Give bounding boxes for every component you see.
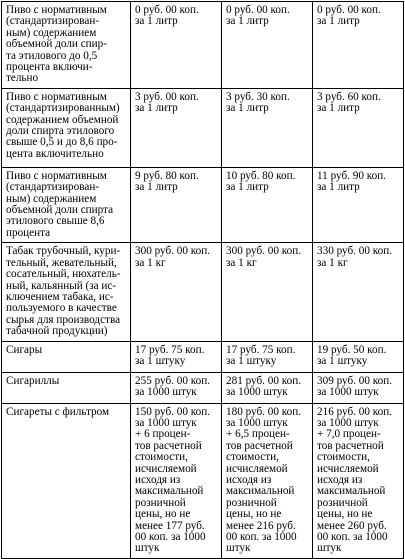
rate-cell: 300 руб. 00 коп. за 1 кг	[131, 243, 222, 341]
rate-cell: 10 руб. 80 коп. за 1 литр	[222, 167, 313, 242]
product-cell: Табак трубочный, кури- тельный, жевательный, сосательный, нюхатель- ный, кальянный (за ис- ключением табака, ис- пользуемого в качестве сырья для производства табачной продукции)	[2, 243, 131, 341]
rate-cell: 0 руб. 00 коп. за 1 литр	[313, 2, 404, 89]
product-cell: Пиво с нормативным (стандартизирован- ным) содержанием объемной доли спир- та этилового до 0,5 процента включи- тельно	[2, 2, 131, 89]
rate-cell: 216 руб. 00 коп. за 1000 штук + 7,0 процен- тов расчетной стоимости, исчисляемой исходя из максимальной розничной цены, но не менее 260 руб. 00 коп. за 1000 штук	[313, 403, 404, 558]
rate-cell: 11 руб. 90 коп. за 1 литр	[313, 167, 404, 242]
table-row	[2, 2, 404, 89]
table-row	[2, 243, 404, 341]
rate-cell: 0 руб. 00 коп. за 1 литр	[222, 2, 313, 89]
rate-cell: 330 руб. 00 коп. за 1 кг	[313, 243, 404, 341]
rate-cell: 180 руб. 00 коп. за 1000 штук + 6,5 процен- тов расчетной стоимости, исчисляемой исходя из максимальной розничной цены, но не менее 216 руб. 00 коп. за 1000 штук	[222, 403, 313, 558]
table-row	[2, 88, 404, 167]
product-cell: Сигареты с фильтром	[2, 403, 131, 558]
rate-cell: 17 руб. 75 коп. за 1 штуку	[131, 341, 222, 372]
rate-cell: 150 руб. 00 коп. за 1000 штук + 6 процен- тов расчетной стоимости, исчисляемой исходя из максимальной розничной цены, но не менее 177 руб. 00 коп. за 1000 штук	[131, 403, 222, 558]
table-row	[2, 372, 404, 403]
table-row	[2, 167, 404, 242]
rate-cell: 3 руб. 00 коп. за 1 литр	[131, 88, 222, 167]
product-cell: Сигары	[2, 341, 131, 372]
rate-cell: 309 руб. 00 коп. за 1000 штук	[313, 372, 404, 403]
rate-cell: 17 руб. 75 коп. за 1 штуку	[222, 341, 313, 372]
table-row	[2, 403, 404, 558]
table-row	[2, 341, 404, 372]
excise-rates-table	[1, 1, 404, 559]
rate-cell: 300 руб. 00 коп. за 1 кг	[222, 243, 313, 341]
rate-cell: 3 руб. 60 коп. за 1 литр	[313, 88, 404, 167]
product-cell: Сигариллы	[2, 372, 131, 403]
rate-cell: 0 руб. 00 коп. за 1 литр	[131, 2, 222, 89]
product-cell: Пиво с нормативным (стандартизированным) содержанием объемной доли спирта этилового свыше 0,5 и до 8,6 про- цента включительно	[2, 88, 131, 167]
rate-cell: 3 руб. 30 коп. за 1 литр	[222, 88, 313, 167]
product-cell: Пиво с нормативным (стандартизирован- ным) содержанием объемной доли спирта этилового свыше 8,6 процента	[2, 167, 131, 242]
rate-cell: 255 руб. 00 коп. за 1000 штук	[131, 372, 222, 403]
rate-cell: 19 руб. 50 коп. за 1 штуку	[313, 341, 404, 372]
rate-cell: 9 руб. 80 коп. за 1 литр	[131, 167, 222, 242]
rate-cell: 281 руб. 00 коп. за 1000 штук	[222, 372, 313, 403]
